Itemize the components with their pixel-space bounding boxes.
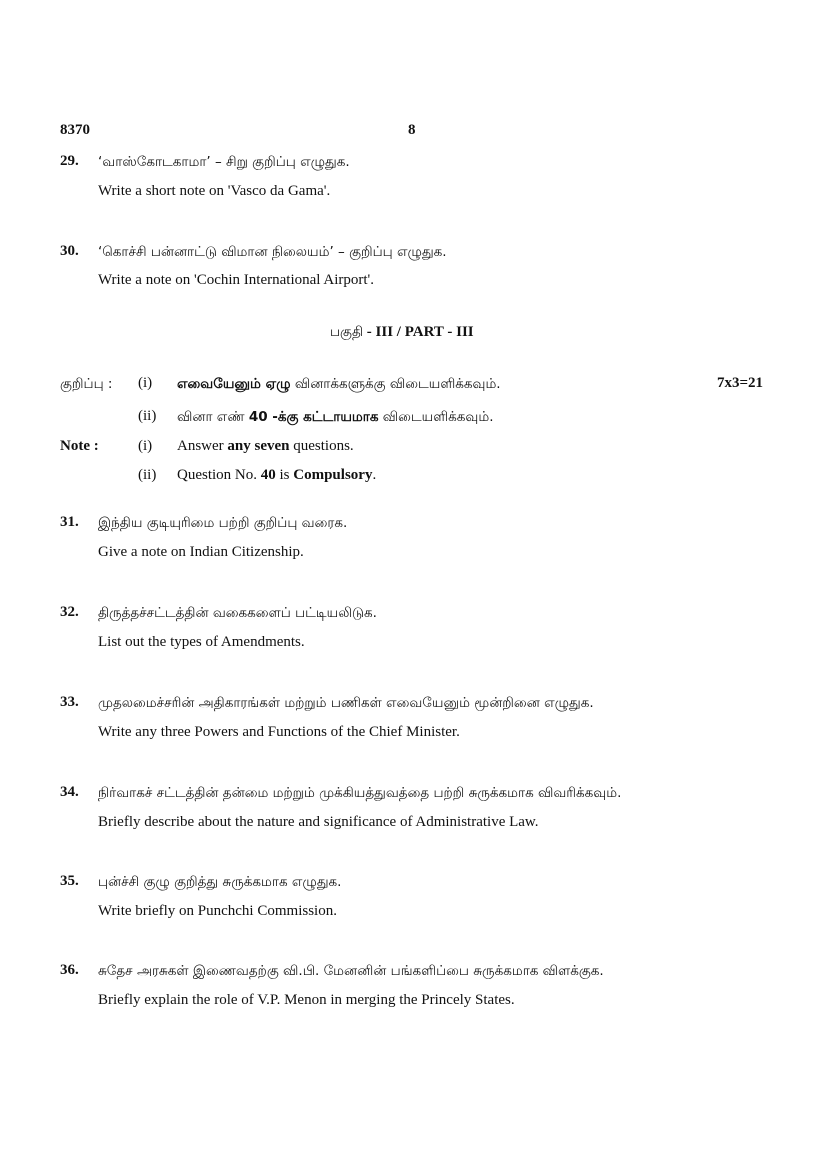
bold-text: எவையேனும் ஏழு: [177, 376, 291, 392]
question-english: Briefly describe about the nature and significance of Administrative Law.: [98, 814, 539, 830]
question-tamil: புன்ச்சி குழு குறித்து சுருக்கமாக எழுதுக.: [98, 874, 342, 890]
text: questions.: [289, 438, 354, 454]
page-number: 8: [408, 122, 416, 138]
question-number: 29.: [60, 153, 79, 169]
english-note-label: Note :: [60, 438, 99, 454]
question-number: 36.: [60, 962, 79, 978]
question-number: 32.: [60, 604, 79, 620]
note-index: (ii): [138, 467, 157, 483]
text: Answer: [177, 438, 228, 454]
bold-text: Compulsory: [293, 467, 373, 483]
part-tamil: பகுதி: [330, 324, 364, 340]
tamil-note-i: [177, 376, 501, 394]
question-english: Give a note on Indian Citizenship.: [98, 544, 304, 560]
question-english: List out the types of Amendments.: [98, 634, 305, 650]
tamil-note-label: குறிப்பு :: [60, 376, 113, 392]
question-number: 33.: [60, 694, 79, 710]
note-index: (ii): [138, 408, 157, 424]
bold-text: any seven: [227, 438, 290, 454]
paper-code: 8370: [60, 122, 90, 138]
question-number: 35.: [60, 873, 79, 889]
question-tamil: திருத்தச்சட்டத்தின் வகைகளைப் பட்டியலிடுக.: [98, 605, 377, 621]
note-index: (i): [138, 438, 153, 454]
question-english: Write a note on 'Cochin International Airport'.: [98, 272, 374, 288]
text: வினாக்களுக்கு விடையளிக்கவும்.: [290, 376, 501, 392]
text: விடையளிக்கவும்.: [378, 409, 494, 425]
english-note-i: [177, 438, 354, 455]
question-tamil: இந்திய குடியுரிமை பற்றி குறிப்பு வரைக.: [98, 515, 348, 531]
question-english: Write briefly on Punchchi Commission.: [98, 903, 337, 919]
bold-text: 40: [260, 467, 276, 483]
text: is: [275, 467, 294, 483]
text: .: [372, 467, 377, 483]
question-tamil: சுதேச அரசுகள் இணைவதற்கு வி.பி. மேனனின் பங்களிப்பை சுருக்கமாக விளக்குக.: [98, 963, 604, 979]
english-note-ii: [177, 467, 376, 484]
question-english: Write any three Powers and Functions of the Chief Minister.: [98, 724, 460, 740]
question-english: Briefly explain the role of V.P. Menon in merging the Princely States.: [98, 992, 515, 1008]
part-heading: [330, 324, 474, 342]
question-number: 31.: [60, 514, 79, 530]
question-english: Write a short note on 'Vasco da Gama'.: [98, 183, 331, 199]
question-tamil: நிர்வாகச் சட்டத்தின் தன்மை மற்றும் முக்கியத்துவத்தை பற்றி சுருக்கமாக விவரிக்கவும்.: [98, 785, 622, 801]
question-number: 34.: [60, 784, 79, 800]
question-tamil: ‘கொச்சி பன்னாட்டு விமான நிலையம்’ – குறிப்பு எழுதுக.: [98, 244, 447, 260]
marks: 7x3=21: [717, 375, 764, 391]
text: Question No.: [177, 467, 261, 483]
bold-text: 40 -க்கு கட்டாயமாக: [248, 409, 379, 425]
question-tamil: முதலமைச்சரின் அதிகாரங்கள் மற்றும் பணிகள் எவையேனும் மூன்றினை எழுதுக.: [98, 695, 594, 711]
tamil-note-ii: [177, 409, 493, 427]
question-tamil: ‘வாஸ்கோடகாமா’ – சிறு குறிப்பு எழுதுக.: [98, 154, 350, 170]
question-number: 30.: [60, 243, 79, 259]
text: வினா எண்: [177, 409, 249, 425]
part-label: - III / PART - III: [363, 324, 474, 340]
note-index: (i): [138, 375, 153, 391]
